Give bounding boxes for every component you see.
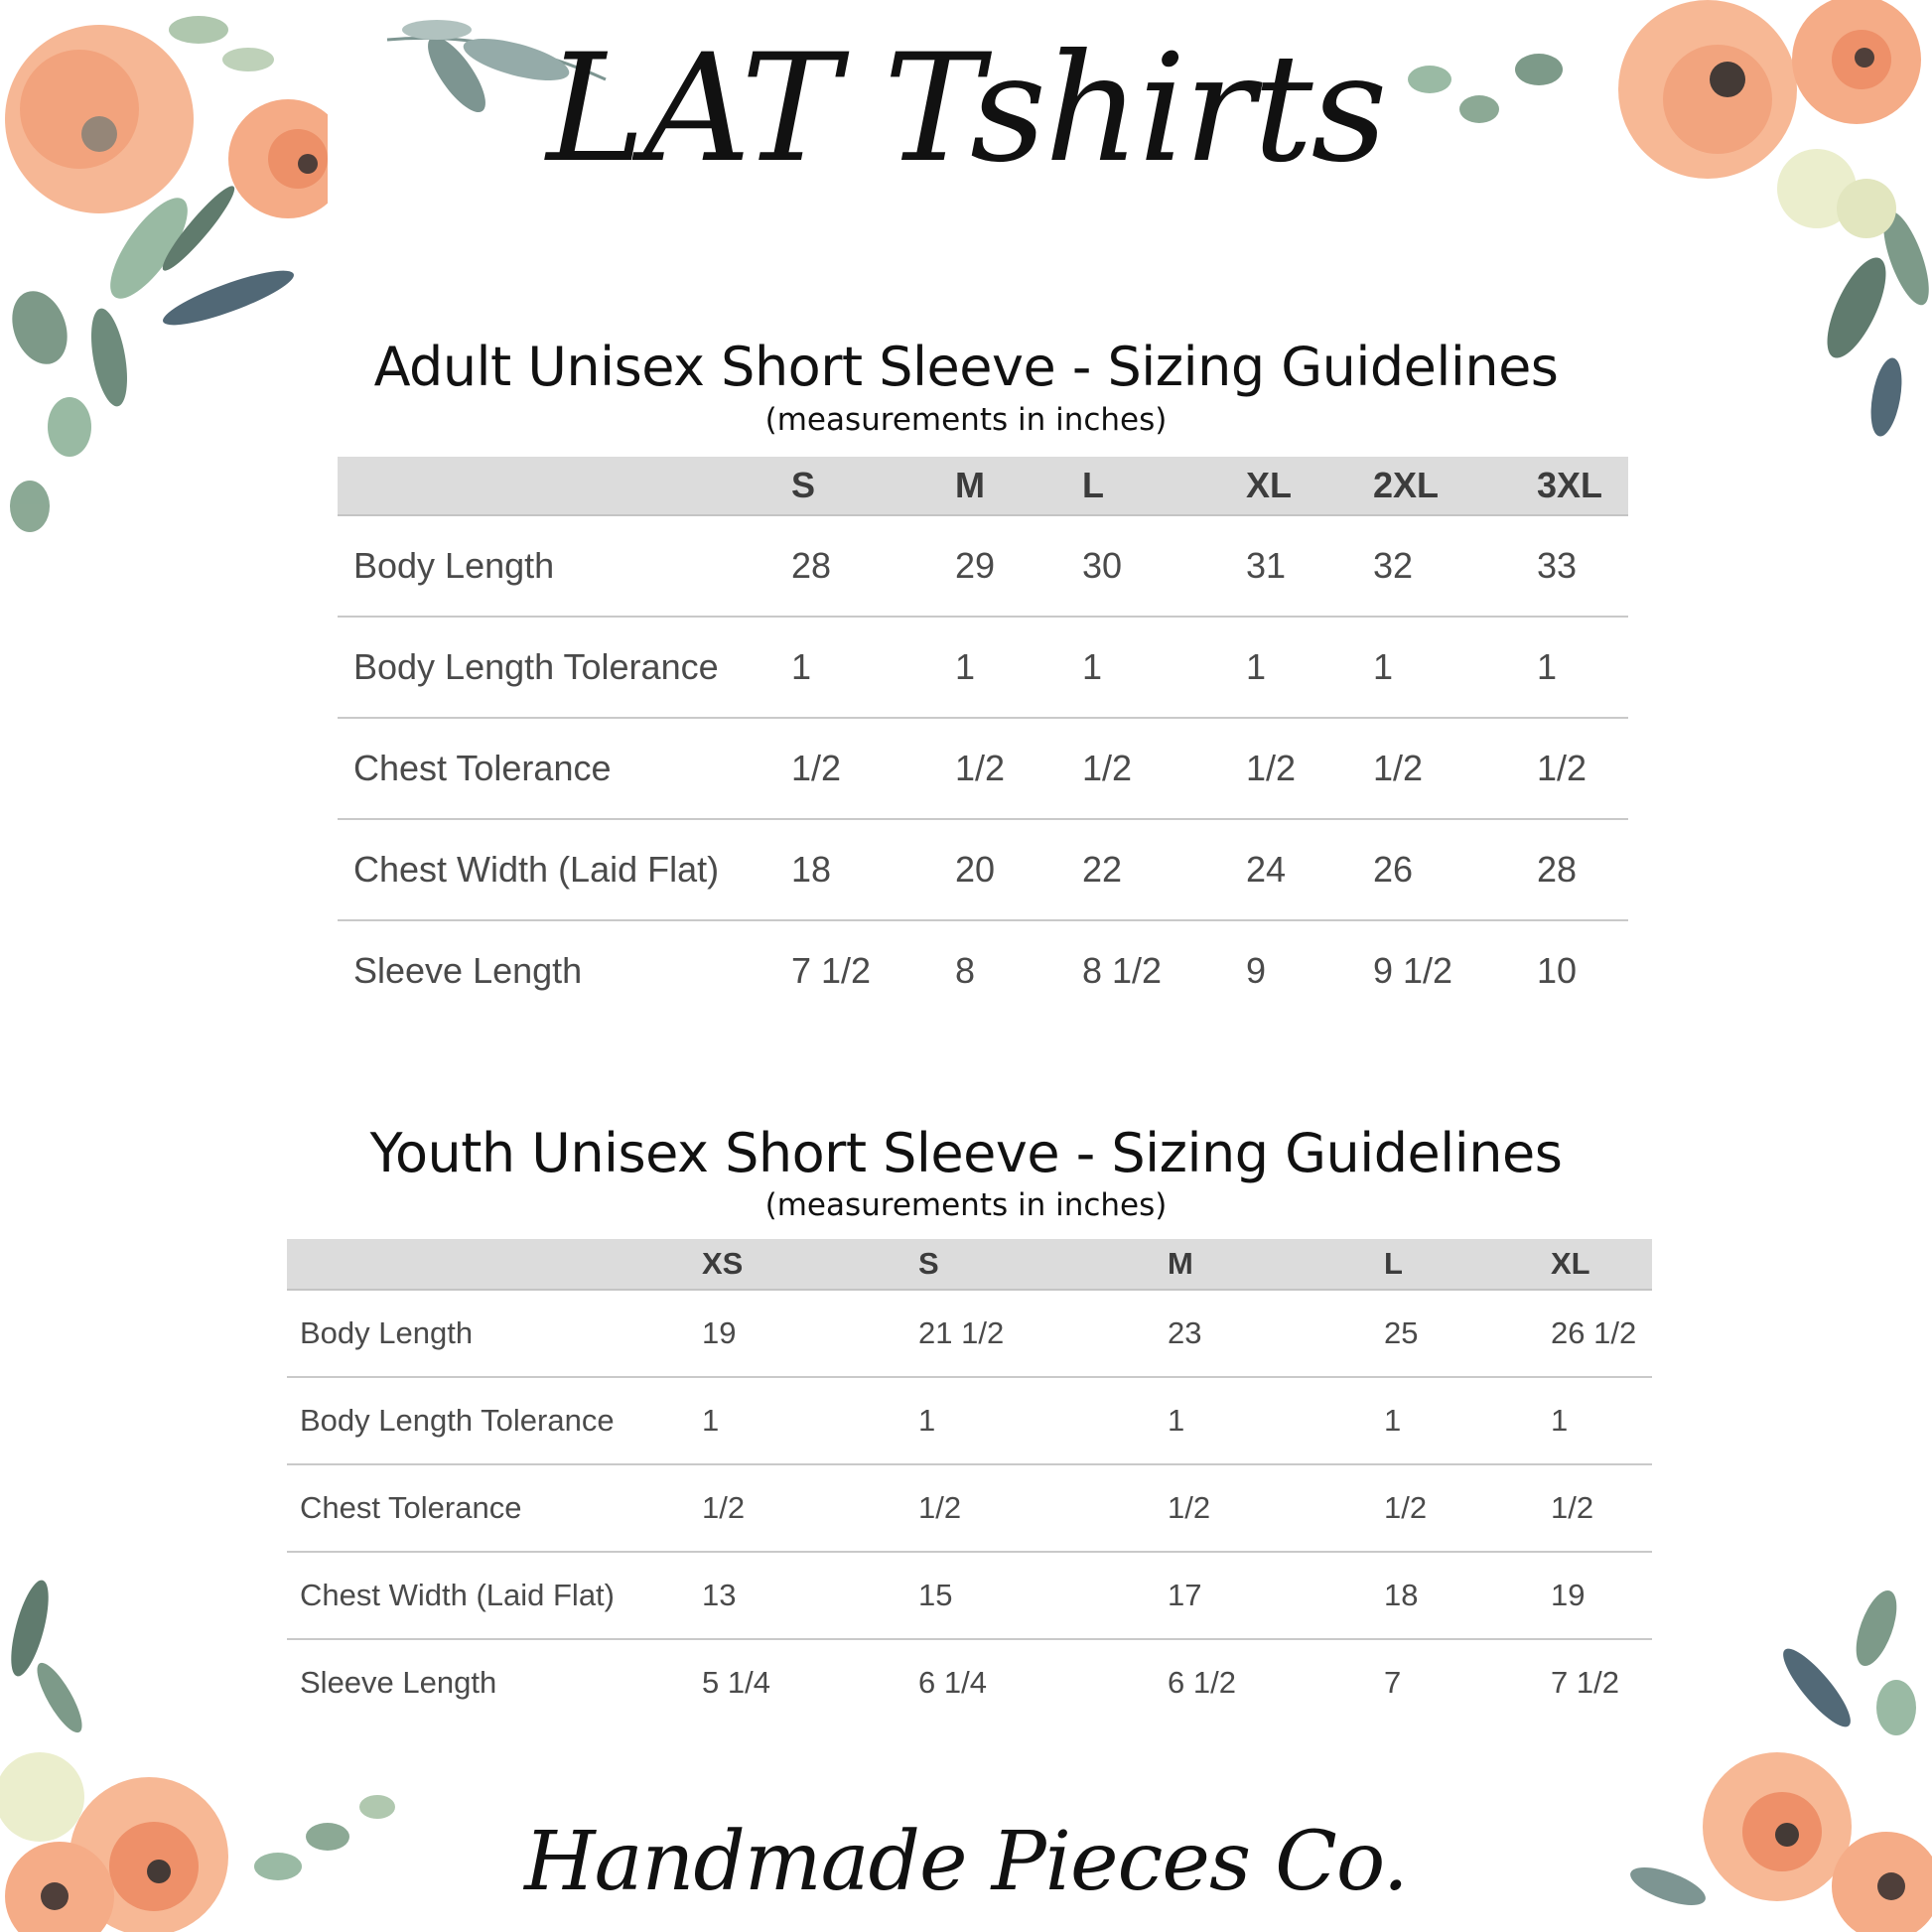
table-cell: 30 xyxy=(1082,515,1246,617)
table-cell: 1 xyxy=(791,617,955,718)
table-cell: 1/2 xyxy=(1246,718,1373,819)
header-cell-size: M xyxy=(955,457,1082,515)
table-cell: 1 xyxy=(918,1377,1168,1464)
table-cell: 29 xyxy=(955,515,1082,617)
table-row xyxy=(287,1464,1652,1552)
table-cell: 1/2 xyxy=(791,718,955,819)
row-label: Sleeve Length xyxy=(300,1665,497,1700)
table-cell: 10 xyxy=(1537,950,1578,991)
table-cell: 23 xyxy=(1168,1290,1384,1377)
adult-size-table xyxy=(338,457,1628,1021)
table-cell: 19 xyxy=(702,1290,918,1377)
table-cell: 1/2 xyxy=(1384,1464,1551,1552)
table-cell: 1 xyxy=(1168,1377,1384,1464)
table-cell: 7 1/2 xyxy=(1551,1665,1619,1700)
table-cell: 1 xyxy=(955,617,1082,718)
table-cell: 8 1/2 xyxy=(1082,950,1163,991)
table-row xyxy=(287,1639,1652,1725)
table-cell: 32 xyxy=(1373,515,1537,617)
table-row xyxy=(338,920,1628,1021)
table-cell: 1/2 xyxy=(1551,1464,1652,1552)
table-row xyxy=(338,515,1628,617)
header-cell-empty xyxy=(287,1239,702,1290)
table-cell: 1 xyxy=(1384,1377,1551,1464)
table-cell: 19 xyxy=(1551,1552,1652,1639)
table-cell: 1/2 xyxy=(955,718,1082,819)
table-row xyxy=(287,1290,1652,1377)
table-header-row xyxy=(287,1239,1652,1290)
table-cell: 20 xyxy=(955,819,1082,920)
table-cell: 33 xyxy=(1537,515,1628,617)
row-label: Body Length Tolerance xyxy=(338,617,791,718)
row-label: Chest Tolerance xyxy=(287,1464,702,1552)
table-cell: 6 1/2 xyxy=(1168,1665,1236,1700)
header-cell-size: S xyxy=(791,457,955,515)
table-cell: 1/2 xyxy=(702,1464,918,1552)
table-cell: 26 xyxy=(1373,819,1537,920)
row-label: Body Length xyxy=(338,515,791,617)
brand-signature: Handmade Pieces Co. xyxy=(524,1815,1408,1909)
table-cell: 1 xyxy=(1246,617,1373,718)
header-cell-empty xyxy=(338,457,791,515)
adult-section-subtitle: (measurements in inches) xyxy=(764,402,1168,438)
table-cell: 18 xyxy=(1384,1552,1551,1639)
header-cell-size: 2XL xyxy=(1373,457,1537,515)
table-cell: 5 1/4 xyxy=(702,1665,770,1700)
youth-section-title: Youth Unisex Short Sleeve - Sizing Guidelines xyxy=(369,1122,1563,1184)
header-cell-size: L xyxy=(1384,1239,1551,1290)
row-label: Chest Width (Laid Flat) xyxy=(338,819,791,920)
table-row xyxy=(287,1552,1652,1639)
header-cell-size: 3XL xyxy=(1537,457,1628,515)
table-cell: 1/2 xyxy=(918,1464,1168,1552)
table-cell: 31 xyxy=(1246,515,1373,617)
table-cell: 15 xyxy=(918,1552,1168,1639)
row-label: Chest Width (Laid Flat) xyxy=(287,1552,702,1639)
table-cell: 24 xyxy=(1246,819,1373,920)
table-cell: 28 xyxy=(791,515,955,617)
table-cell: 1 xyxy=(1537,617,1628,718)
table-cell: 1/2 xyxy=(1537,718,1628,819)
table-cell: 25 xyxy=(1384,1290,1551,1377)
table-cell: 21 1/2 xyxy=(918,1290,1168,1377)
table-cell: 1 xyxy=(702,1377,918,1464)
table-cell: 28 xyxy=(1537,819,1628,920)
header-cell-size: XL xyxy=(1551,1239,1652,1290)
table-cell: 26 1/2 xyxy=(1551,1290,1652,1377)
table-cell: 8 xyxy=(955,950,976,991)
page-title: LAT Tshirts xyxy=(546,23,1386,196)
table-cell: 9 xyxy=(1246,950,1267,991)
table-cell: 1 xyxy=(1373,617,1537,718)
table-cell: 13 xyxy=(702,1552,918,1639)
header-cell-size: XS xyxy=(702,1239,918,1290)
table-cell: 7 xyxy=(1384,1665,1402,1700)
table-cell: 22 xyxy=(1082,819,1246,920)
youth-section-subtitle: (measurements in inches) xyxy=(764,1187,1168,1223)
row-label: Body Length xyxy=(287,1290,702,1377)
row-label: Chest Tolerance xyxy=(338,718,791,819)
table-cell: 1/2 xyxy=(1168,1464,1384,1552)
table-cell: 18 xyxy=(791,819,955,920)
row-label: Body Length Tolerance xyxy=(287,1377,702,1464)
table-row xyxy=(338,819,1628,920)
table-cell: 9 1/2 xyxy=(1373,950,1453,991)
table-header-row xyxy=(338,457,1628,515)
adult-section-title: Adult Unisex Short Sleeve - Sizing Guidelines xyxy=(373,336,1559,398)
table-cell: 1 xyxy=(1551,1377,1652,1464)
table-cell: 6 1/4 xyxy=(918,1665,987,1700)
table-row xyxy=(338,718,1628,819)
table-cell: 1 xyxy=(1082,617,1246,718)
header-cell-size: M xyxy=(1168,1239,1384,1290)
table-cell: 1/2 xyxy=(1082,718,1246,819)
row-label: Sleeve Length xyxy=(353,950,583,991)
header-cell-size: XL xyxy=(1246,457,1373,515)
table-row xyxy=(287,1377,1652,1464)
header-cell-size: L xyxy=(1082,457,1246,515)
table-row xyxy=(338,617,1628,718)
youth-size-table xyxy=(287,1239,1652,1725)
table-cell: 17 xyxy=(1168,1552,1384,1639)
table-cell: 7 1/2 xyxy=(791,950,872,991)
table-cell: 1/2 xyxy=(1373,718,1537,819)
header-cell-size: S xyxy=(918,1239,1168,1290)
